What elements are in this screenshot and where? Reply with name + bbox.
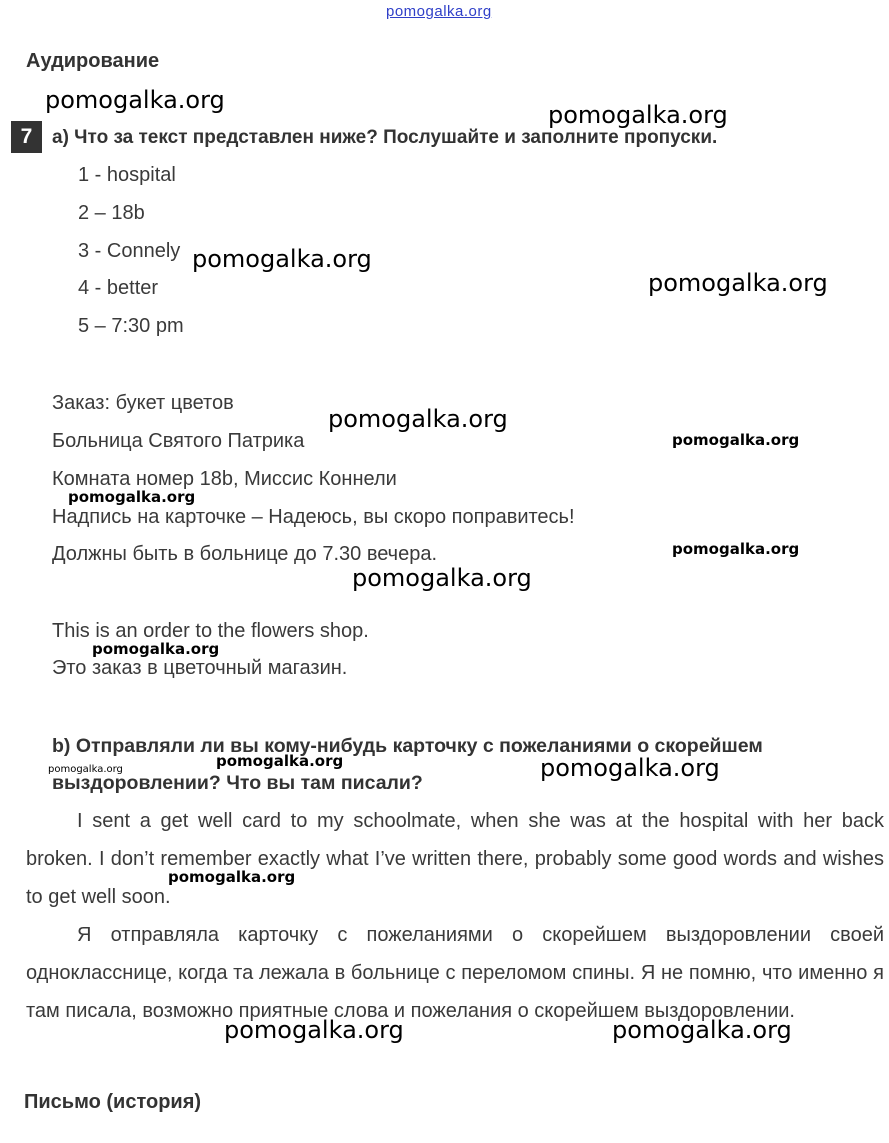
next-section-title: Письмо (история) bbox=[24, 1091, 202, 1113]
watermark: pomogalka.org bbox=[216, 752, 344, 770]
paragraph-english: I sent a get well card to my schoolmate, when she was at the hospital with her back broken. I don’t remember exactly what I’ve written there, probably some good words and wishes to get well soon. bbox=[26, 810, 884, 908]
answer-item-3: 3 - Connely bbox=[78, 240, 181, 262]
answer-item-5: 5 – 7:30 pm bbox=[78, 315, 184, 337]
translation-line-5: Должны быть в больнице до 7.30 вечера. bbox=[52, 543, 438, 565]
watermark: pomogalka.org bbox=[168, 868, 296, 886]
watermark: pomogalka.org bbox=[648, 269, 828, 297]
task-part-b-question-line-2: выздоровлении? Что вы там писали? bbox=[52, 772, 423, 794]
watermark: pomogalka.org bbox=[548, 101, 728, 129]
watermark: pomogalka.org bbox=[48, 764, 123, 775]
answer-item-1: 1 - hospital bbox=[78, 164, 176, 186]
task-part-b-question-line-1: b) Отправляли ли вы кому-нибудь карточку с пожеланиями о скорейшем bbox=[52, 735, 763, 757]
watermark: pomogalka.org bbox=[672, 540, 800, 558]
watermark: pomogalka.org bbox=[672, 431, 800, 449]
watermark: pomogalka.org bbox=[92, 640, 220, 658]
translation-line-3: Комната номер 18b, Миссис Коннели bbox=[52, 468, 397, 490]
watermark: pomogalka.org bbox=[540, 754, 720, 782]
answer-item-2: 2 – 18b bbox=[78, 202, 145, 224]
answer-english: This is an order to the flowers shop. bbox=[52, 620, 369, 642]
watermark: pomogalka.org bbox=[45, 86, 225, 114]
translation-line-4: Надпись на карточке – Надеюсь, вы скоро поправитесь! bbox=[52, 506, 575, 528]
answer-item-4: 4 - better bbox=[78, 277, 159, 299]
watermark: pomogalka.org bbox=[352, 564, 532, 592]
watermark: pomogalka.org bbox=[328, 405, 508, 433]
watermark: pomogalka.org bbox=[224, 1016, 404, 1044]
site-link[interactable]: pomogalka.org bbox=[386, 3, 492, 20]
section-title: Аудирование bbox=[26, 50, 160, 72]
translation-line-1: Заказ: букет цветов bbox=[52, 392, 234, 414]
watermark: pomogalka.org bbox=[192, 245, 372, 273]
task-number-badge: 7 bbox=[11, 121, 42, 153]
watermark: pomogalka.org bbox=[68, 488, 196, 506]
answer-russian: Это заказ в цветочный магазин. bbox=[52, 657, 348, 679]
watermark: pomogalka.org bbox=[612, 1016, 792, 1044]
paragraph-russian: Я отправляла карточку с пожеланиями о скорейшем выздоровлении своей однокласснице, когда та лежала в больнице с переломом спины. Я не помню, что именно я там писала, возможно приятные слова и пожелания о скорейшем выздоровлении. bbox=[26, 924, 884, 1022]
translation-line-2: Больница Святого Патрика bbox=[52, 430, 305, 452]
task-part-a-question: а) Что за текст представлен ниже? Послушайте и заполните пропуски. bbox=[52, 127, 718, 148]
